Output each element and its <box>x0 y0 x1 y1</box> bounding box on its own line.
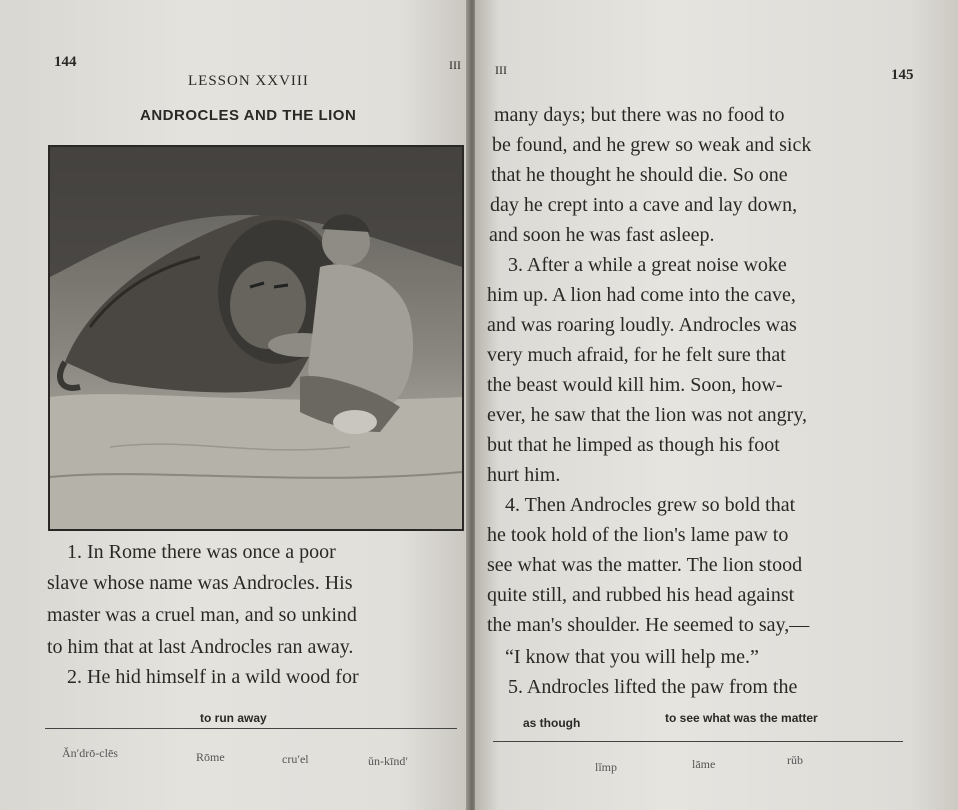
right-page <box>475 0 958 810</box>
text-line: day he crept into a cave and lay down, <box>490 194 798 216</box>
pronunciation: Ăn′drō-clēs <box>62 746 118 760</box>
running-head: III <box>449 58 461 72</box>
text-line: him up. A lion had come into the cave, <box>487 284 796 306</box>
pronunciation: lĭmp <box>595 760 618 774</box>
text-line: to him that at last Androcles ran away. <box>47 636 354 658</box>
text-line: see what was the matter. The lion stood <box>487 554 803 576</box>
text-line: master was a cruel man, and so unkind <box>47 604 357 626</box>
text-line: ever, he saw that the lion was not angry, <box>487 404 808 426</box>
left-page <box>0 0 470 810</box>
text-line: 2. He hid himself in a wild wood for <box>67 666 359 688</box>
text-line: and was roaring loudly. Androcles was <box>487 314 797 336</box>
story-title: ANDROCLES AND THE LION <box>140 107 357 124</box>
text-line: but that he limped as though his foot <box>487 434 780 456</box>
pronunciation: ŭn-kīnd′ <box>368 754 408 768</box>
text-line: 1. In Rome there was once a poor <box>67 541 336 563</box>
text-line: 4. Then Androcles grew so bold that <box>505 494 796 516</box>
text-line: and soon he was fast asleep. <box>489 224 715 246</box>
page-number: 145 <box>891 67 914 83</box>
pronunciation: rŭb <box>787 753 803 767</box>
page-number: 144 <box>54 54 77 70</box>
lion-and-boy-illustration <box>48 145 464 531</box>
lesson-heading: LESSON XXVIII <box>188 73 309 89</box>
footnote-phrase: as though <box>523 716 581 730</box>
footnote-rule <box>493 741 903 742</box>
text-line: the man's shoulder. He seemed to say,— <box>487 614 810 636</box>
text-line: he took hold of the lion's lame paw to <box>487 524 789 546</box>
pronunciation: cru′el <box>282 752 309 766</box>
text-line: many days; but there was no food to <box>494 104 785 126</box>
text-line: quite still, and rubbed his head against <box>487 584 795 606</box>
text-line: that he thought he should die. So one <box>491 164 788 186</box>
footnote-rule <box>45 728 457 729</box>
text-line: very much afraid, for he felt sure that <box>487 344 786 366</box>
footnote-phrase: to run away <box>200 711 267 725</box>
pronunciation: lāme <box>692 757 716 771</box>
footnote-phrase: to see what was the matter <box>665 711 818 725</box>
text-line: slave whose name was Androcles. His <box>47 572 353 594</box>
text-line: 5. Androcles lifted the paw from the <box>508 676 798 698</box>
running-head: III <box>495 63 507 77</box>
text-line: “I know that you will help me.” <box>505 646 759 668</box>
text-line: 3. After a while a great noise woke <box>508 254 787 276</box>
text-line: hurt him. <box>487 464 561 486</box>
text-line: be found, and he grew so weak and sick <box>492 134 812 156</box>
pronunciation: Rōme <box>196 750 225 764</box>
text-line: the beast would kill him. Soon, how- <box>487 374 783 396</box>
